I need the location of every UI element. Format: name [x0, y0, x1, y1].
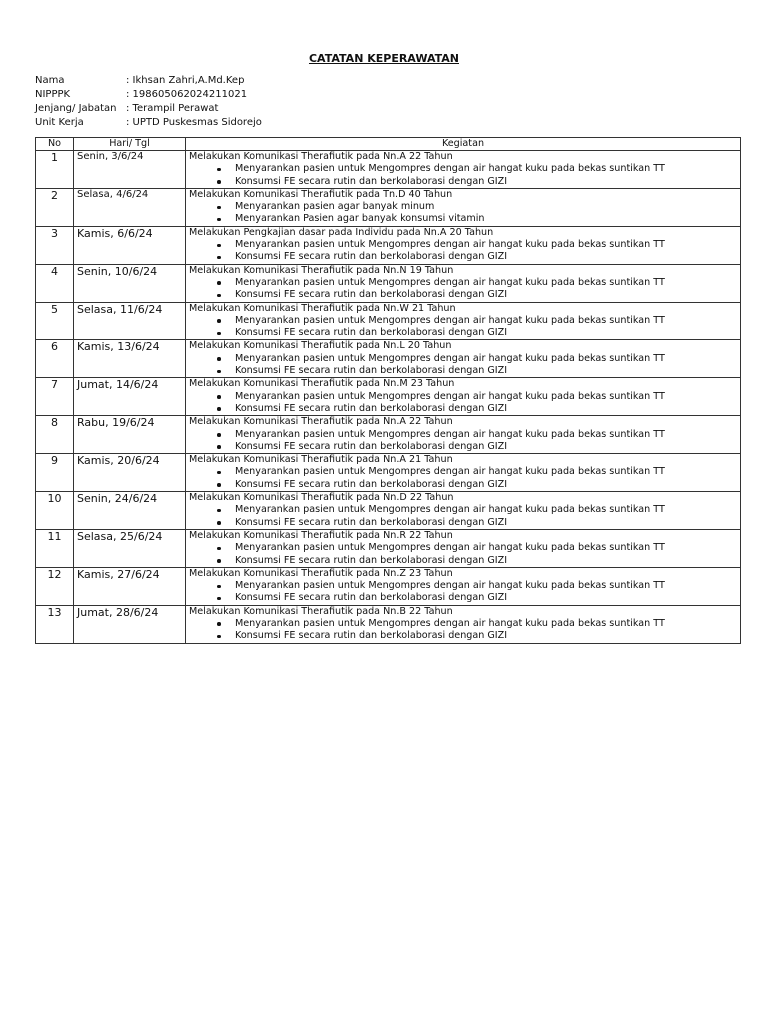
activity-bullet-item: Konsumsi FE secara rutin dan berkolaborasi dengan GIZI — [189, 251, 737, 263]
activity-bullet-item: Menyarankan pasien untuk Mengompres dengan air hangat kuku pada bekas suntikan TT — [189, 504, 737, 516]
activity-bullets — [189, 277, 737, 302]
activity-table — [35, 137, 741, 644]
row-number: 6 — [36, 340, 74, 378]
activity-lead: Melakukan Komunikasi Therafiutik pada Nn.M 23 Tahun — [189, 378, 455, 390]
activity-bullet-item: Menyarankan pasien untuk Mengompres dengan air hangat kuku pada bekas suntikan TT — [189, 277, 737, 289]
row-number: 8 — [36, 416, 74, 454]
info-row-position — [35, 102, 262, 116]
table-row — [36, 416, 741, 454]
row-number: 12 — [36, 567, 74, 605]
row-number: 4 — [36, 264, 74, 302]
header-no: No — [36, 138, 74, 151]
table-row — [36, 302, 741, 340]
row-number: 3 — [36, 226, 74, 264]
row-date: Senin, 10/6/24 — [74, 264, 186, 302]
activity-lead: Melakukan Komunikasi Therafiutik pada Nn.A 22 Tahun — [189, 416, 453, 428]
row-activity — [186, 567, 741, 605]
activity-bullet-item: Menyarankan pasien untuk Mengompres dengan air hangat kuku pada bekas suntikan TT — [189, 618, 737, 630]
activity-lead: Melakukan Komunikasi Therafiutik pada Nn.Z 23 Tahun — [189, 567, 453, 579]
row-date: Jumat, 14/6/24 — [74, 378, 186, 416]
row-activity — [186, 454, 741, 492]
row-activity — [186, 529, 741, 567]
row-activity — [186, 188, 741, 226]
activity-bullets — [189, 353, 737, 378]
activity-bullet-item: Menyarankan pasien untuk Mengompres dengan air hangat kuku pada bekas suntikan TT — [189, 391, 737, 403]
document-title: CATATAN KEPERAWATAN — [308, 52, 459, 65]
activity-bullet-item: Konsumsi FE secara rutin dan berkolaborasi dengan GIZI — [189, 630, 737, 642]
table-row — [36, 151, 741, 189]
activity-bullet-item: Konsumsi FE secara rutin dan berkolaborasi dengan GIZI — [189, 592, 737, 604]
row-date: Selasa, 4/6/24 — [74, 188, 186, 226]
table-row — [36, 340, 741, 378]
activity-bullet-item: Menyarankan pasien untuk Mengompres dengan air hangat kuku pada bekas suntikan TT — [189, 239, 737, 251]
info-row-nipppk — [35, 88, 262, 102]
header-date: Hari/ Tgl — [74, 138, 186, 151]
table-row — [36, 492, 741, 530]
info-value: : Ikhsan Zahri,A.Md.Kep — [126, 75, 245, 86]
info-value: : UPTD Puskesmas Sidorejo — [126, 117, 262, 128]
activity-bullets — [189, 201, 737, 226]
activity-lead: Melakukan Komunikasi Therafiutik pada Nn.D 22 Tahun — [189, 492, 454, 504]
activity-bullet-item: Menyarankan pasien untuk Mengompres dengan air hangat kuku pada bekas suntikan TT — [189, 542, 737, 554]
row-activity — [186, 264, 741, 302]
activity-lead: Melakukan Komunikasi Therafiutik pada Tn.D 40 Tahun — [189, 188, 453, 200]
row-date: Kamis, 6/6/24 — [74, 226, 186, 264]
table-row — [36, 567, 741, 605]
row-date: Rabu, 19/6/24 — [74, 416, 186, 454]
row-date: Senin, 3/6/24 — [74, 151, 186, 189]
activity-bullet-item: Menyarankan pasien untuk Mengompres dengan air hangat kuku pada bekas suntikan TT — [189, 466, 737, 478]
row-number: 5 — [36, 302, 74, 340]
activity-bullet-item: Konsumsi FE secara rutin dan berkolaborasi dengan GIZI — [189, 365, 737, 377]
activity-bullets — [189, 239, 737, 264]
activity-bullet-item: Menyarankan pasien untuk Mengompres dengan air hangat kuku pada bekas suntikan TT — [189, 315, 737, 327]
activity-lead: Melakukan Komunikasi Therafiutik pada Nn.A 21 Tahun — [189, 454, 453, 466]
row-activity — [186, 378, 741, 416]
table-header-row — [36, 138, 741, 151]
activity-bullet-item: Menyarankan pasien untuk Mengompres dengan air hangat kuku pada bekas suntikan TT — [189, 353, 737, 365]
row-date: Kamis, 20/6/24 — [74, 454, 186, 492]
info-label: Unit Kerja — [35, 117, 84, 128]
info-value: : 198605062024211021 — [126, 89, 248, 100]
activity-bullet-item: Konsumsi FE secara rutin dan berkolaborasi dengan GIZI — [189, 403, 737, 415]
activity-bullets — [189, 504, 737, 529]
table-row — [36, 188, 741, 226]
table-row — [36, 529, 741, 567]
activity-bullet-item: Konsumsi FE secara rutin dan berkolaborasi dengan GIZI — [189, 289, 737, 301]
row-date: Senin, 24/6/24 — [74, 492, 186, 530]
row-date: Jumat, 28/6/24 — [74, 605, 186, 643]
row-activity — [186, 340, 741, 378]
activity-bullet-item: Menyarankan pasien untuk Mengompres dengan air hangat kuku pada bekas suntikan TT — [189, 580, 737, 592]
row-date: Kamis, 27/6/24 — [74, 567, 186, 605]
row-number: 11 — [36, 529, 74, 567]
activity-lead: Melakukan Komunikasi Therafiutik pada Nn.N 19 Tahun — [189, 264, 454, 276]
row-number: 2 — [36, 188, 74, 226]
info-label: Jenjang/ Jabatan — [35, 103, 117, 114]
info-value: : Terampil Perawat — [126, 103, 219, 114]
activity-bullet-item: Konsumsi FE secara rutin dan berkolaborasi dengan GIZI — [189, 517, 737, 529]
activity-lead: Melakukan Komunikasi Therafiutik pada Nn.R 22 Tahun — [189, 529, 453, 541]
activity-bullets — [189, 580, 737, 605]
row-number: 13 — [36, 605, 74, 643]
row-activity — [186, 151, 741, 189]
row-date: Selasa, 11/6/24 — [74, 302, 186, 340]
activity-bullet-item: Konsumsi FE secara rutin dan berkolaborasi dengan GIZI — [189, 555, 737, 567]
row-activity — [186, 416, 741, 454]
row-date: Kamis, 13/6/24 — [74, 340, 186, 378]
activity-bullet-item: Konsumsi FE secara rutin dan berkolaborasi dengan GIZI — [189, 176, 737, 188]
employee-info — [35, 74, 262, 130]
activity-bullets — [189, 163, 737, 188]
activity-bullets — [189, 315, 737, 340]
activity-bullet-item: Konsumsi FE secara rutin dan berkolaborasi dengan GIZI — [189, 441, 737, 453]
activity-lead: Melakukan Komunikasi Therafiutik pada Nn.B 22 Tahun — [189, 605, 453, 617]
activity-bullets — [189, 391, 737, 416]
table-row — [36, 226, 741, 264]
activity-bullet-item: Menyarankan pasien untuk Mengompres dengan air hangat kuku pada bekas suntikan TT — [189, 163, 737, 175]
row-activity — [186, 302, 741, 340]
activity-bullet-item: Menyarankan Pasien agar banyak konsumsi vitamin — [189, 213, 737, 225]
table-row — [36, 378, 741, 416]
activity-bullet-item: Konsumsi FE secara rutin dan berkolaborasi dengan GIZI — [189, 479, 737, 491]
activity-bullets — [189, 542, 737, 567]
activity-bullet-item: Konsumsi FE secara rutin dan berkolaborasi dengan GIZI — [189, 327, 737, 339]
activity-bullet-item: Menyarankan pasien agar banyak minum — [189, 201, 737, 213]
row-date: Selasa, 25/6/24 — [74, 529, 186, 567]
row-activity — [186, 492, 741, 530]
row-activity — [186, 605, 741, 643]
info-row-unit — [35, 116, 262, 130]
activity-lead: Melakukan Pengkajian dasar pada Individu pada Nn.A 20 Tahun — [189, 226, 494, 238]
activity-bullets — [189, 466, 737, 491]
row-activity — [186, 226, 741, 264]
activity-lead: Melakukan Komunikasi Therafiutik pada Nn.L 20 Tahun — [189, 340, 452, 352]
info-row-name — [35, 74, 262, 88]
info-label: Nama — [35, 75, 65, 86]
activity-bullet-item: Menyarankan pasien untuk Mengompres dengan air hangat kuku pada bekas suntikan TT — [189, 429, 737, 441]
info-label: NIPPPK — [35, 89, 71, 100]
row-number: 1 — [36, 151, 74, 189]
activity-lead: Melakukan Komunikasi Therafiutik pada Nn.W 21 Tahun — [189, 302, 456, 314]
table-row — [36, 605, 741, 643]
row-number: 10 — [36, 492, 74, 530]
activity-bullets — [189, 618, 737, 643]
activity-bullets — [189, 429, 737, 454]
activity-lead: Melakukan Komunikasi Therafiutik pada Nn.A 22 Tahun — [189, 151, 453, 162]
row-number: 9 — [36, 454, 74, 492]
table-row — [36, 454, 741, 492]
table-row — [36, 264, 741, 302]
row-number: 7 — [36, 378, 74, 416]
header-activity: Kegiatan — [186, 138, 741, 151]
